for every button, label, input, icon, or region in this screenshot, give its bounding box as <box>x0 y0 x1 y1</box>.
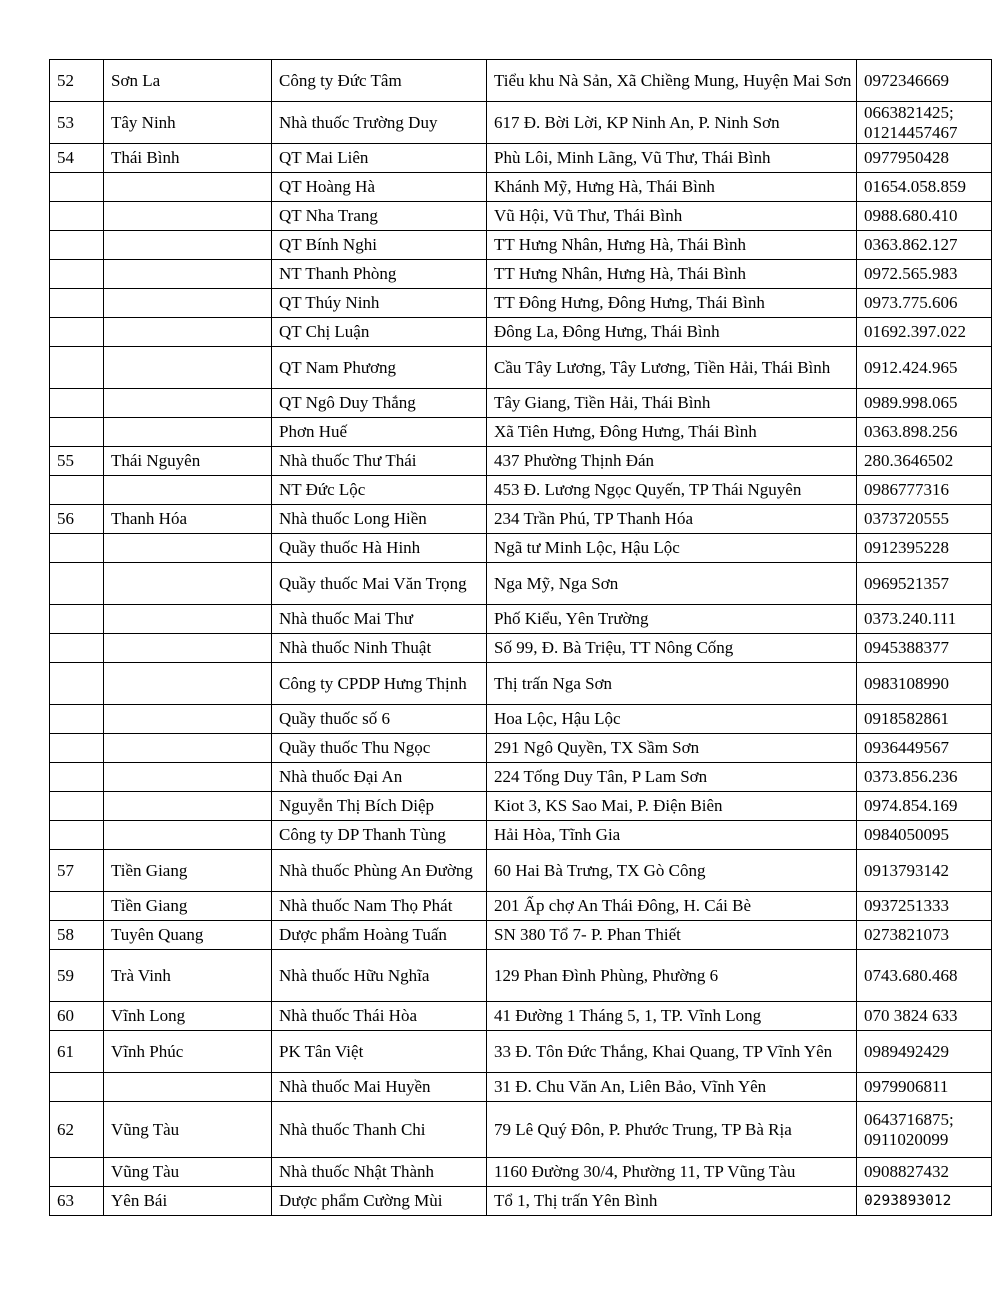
province-cell: Thái Nguyên <box>104 447 272 476</box>
pharmacy-name-cell: Nhà thuốc Nam Thọ Phát <box>272 892 487 921</box>
province-cell <box>104 231 272 260</box>
phone-cell: 0663821425; 01214457467 <box>857 102 992 144</box>
phone-cell: 0986777316 <box>857 476 992 505</box>
table-row <box>50 950 992 1002</box>
row-number-cell: 54 <box>50 144 104 173</box>
table-row <box>50 921 992 950</box>
address-cell: 31 Đ. Chu Văn An, Liên Bảo, Vĩnh Yên <box>487 1073 857 1102</box>
address-cell: Khánh Mỹ, Hưng Hà, Thái Bình <box>487 173 857 202</box>
phone-cell: 0984050095 <box>857 821 992 850</box>
address-cell: 33 Đ. Tôn Đức Thắng, Khai Quang, TP Vĩnh Yên <box>487 1031 857 1073</box>
row-number-cell <box>50 173 104 202</box>
pharmacy-name-cell: Dược phẩm Cường Mùi <box>272 1187 487 1216</box>
table-row <box>50 821 992 850</box>
province-cell: Yên Bái <box>104 1187 272 1216</box>
address-cell: TT Đông Hưng, Đông Hưng, Thái Bình <box>487 289 857 318</box>
phone-cell: 0937251333 <box>857 892 992 921</box>
province-cell: Thái Bình <box>104 144 272 173</box>
phone-cell: 01654.058.859 <box>857 173 992 202</box>
province-cell <box>104 705 272 734</box>
address-cell: Hải Hòa, Tĩnh Gia <box>487 821 857 850</box>
province-cell <box>104 476 272 505</box>
address-cell: 41 Đường 1 Tháng 5, 1, TP. Vĩnh Long <box>487 1002 857 1031</box>
row-number-cell: 58 <box>50 921 104 950</box>
phone-cell: 0983108990 <box>857 663 992 705</box>
phone-cell: 0912395228 <box>857 534 992 563</box>
phone-cell: 0972346669 <box>857 60 992 102</box>
row-number-cell: 53 <box>50 102 104 144</box>
address-cell: 617 Đ. Bời Lời, KP Ninh An, P. Ninh Sơn <box>487 102 857 144</box>
row-number-cell <box>50 1158 104 1187</box>
phone-cell: 0972.565.983 <box>857 260 992 289</box>
pharmacy-name-cell: Nhà thuốc Thư Thái <box>272 447 487 476</box>
pharmacy-name-cell: QT Nha Trang <box>272 202 487 231</box>
table-row <box>50 347 992 389</box>
row-number-cell: 55 <box>50 447 104 476</box>
table-row <box>50 418 992 447</box>
table-row <box>50 734 992 763</box>
row-number-cell <box>50 792 104 821</box>
province-cell <box>104 173 272 202</box>
pharmacy-name-cell: Nhà thuốc Mai Thư <box>272 605 487 634</box>
province-cell <box>104 734 272 763</box>
province-cell <box>104 318 272 347</box>
phone-cell: 0989.998.065 <box>857 389 992 418</box>
pharmacy-name-cell: Dược phẩm Hoàng Tuấn <box>272 921 487 950</box>
province-cell: Sơn La <box>104 60 272 102</box>
row-number-cell <box>50 763 104 792</box>
phone-cell: 0643716875; 0911020099 <box>857 1102 992 1158</box>
address-cell: Xã Tiên Hưng, Đông Hưng, Thái Bình <box>487 418 857 447</box>
province-cell: Tây Ninh <box>104 102 272 144</box>
row-number-cell <box>50 289 104 318</box>
province-cell <box>104 605 272 634</box>
table-row <box>50 476 992 505</box>
table-row <box>50 202 992 231</box>
province-cell <box>104 202 272 231</box>
address-cell: 79 Lê Quý Đôn, P. Phước Trung, TP Bà Rịa <box>487 1102 857 1158</box>
address-cell: 201 Ấp chợ An Thái Đông, H. Cái Bè <box>487 892 857 921</box>
row-number-cell: 57 <box>50 850 104 892</box>
pharmacy-name-cell: NT Thanh Phòng <box>272 260 487 289</box>
row-number-cell: 52 <box>50 60 104 102</box>
row-number-cell <box>50 605 104 634</box>
pharmacy-name-cell: Nhà thuốc Hữu Nghĩa <box>272 950 487 1002</box>
table-row <box>50 389 992 418</box>
phone-cell: 070 3824 633 <box>857 1002 992 1031</box>
province-cell <box>104 563 272 605</box>
table-row <box>50 534 992 563</box>
row-number-cell <box>50 476 104 505</box>
phone-cell: 0969521357 <box>857 563 992 605</box>
table-row <box>50 605 992 634</box>
pharmacy-name-cell: Nguyễn Thị Bích Diệp <box>272 792 487 821</box>
province-cell <box>104 347 272 389</box>
province-cell <box>104 289 272 318</box>
phone-cell: 0988.680.410 <box>857 202 992 231</box>
province-cell <box>104 534 272 563</box>
pharmacy-name-cell: Quầy thuốc Thu Ngọc <box>272 734 487 763</box>
province-cell: Tiền Giang <box>104 892 272 921</box>
address-cell: 437 Phường Thịnh Đán <box>487 447 857 476</box>
table-row <box>50 1102 992 1158</box>
row-number-cell <box>50 821 104 850</box>
pharmacy-name-cell: Nhà thuốc Phùng An Đường <box>272 850 487 892</box>
phone-cell: 0913793142 <box>857 850 992 892</box>
row-number-cell <box>50 318 104 347</box>
province-cell: Trà Vinh <box>104 950 272 1002</box>
province-cell: Tuyên Quang <box>104 921 272 950</box>
row-number-cell: 60 <box>50 1002 104 1031</box>
row-number-cell <box>50 202 104 231</box>
table-body <box>50 60 992 1216</box>
pharmacy-name-cell: Công ty Đức Tâm <box>272 60 487 102</box>
address-cell: Kiot 3, KS Sao Mai, P. Điện Biên <box>487 792 857 821</box>
table-row <box>50 763 992 792</box>
address-cell: 129 Phan Đình Phùng, Phường 6 <box>487 950 857 1002</box>
phone-cell: 0373.856.236 <box>857 763 992 792</box>
address-cell: Phù Lôi, Minh Lãng, Vũ Thư, Thái Bình <box>487 144 857 173</box>
province-cell: Vũng Tàu <box>104 1158 272 1187</box>
pharmacy-name-cell: QT Hoàng Hà <box>272 173 487 202</box>
pharmacy-name-cell: QT Chị Luận <box>272 318 487 347</box>
address-cell: Nga Mỹ, Nga Sơn <box>487 563 857 605</box>
address-cell: 234 Trần Phú, TP Thanh Hóa <box>487 505 857 534</box>
address-cell: Đông La, Đông Hưng, Thái Bình <box>487 318 857 347</box>
row-number-cell <box>50 418 104 447</box>
pharmacy-name-cell: QT Nam Phương <box>272 347 487 389</box>
pharmacy-name-cell: Nhà thuốc Long Hiền <box>272 505 487 534</box>
table-row <box>50 1002 992 1031</box>
row-number-cell: 56 <box>50 505 104 534</box>
pharmacy-name-cell: NT Đức Lộc <box>272 476 487 505</box>
table-row <box>50 60 992 102</box>
row-number-cell <box>50 634 104 663</box>
phone-cell: 01692.397.022 <box>857 318 992 347</box>
province-cell <box>104 1073 272 1102</box>
province-cell <box>104 792 272 821</box>
pharmacy-name-cell: QT Mai Liên <box>272 144 487 173</box>
pharmacy-name-cell: Quầy thuốc Mai Văn Trọng <box>272 563 487 605</box>
row-number-cell <box>50 389 104 418</box>
row-number-cell <box>50 1073 104 1102</box>
province-cell <box>104 763 272 792</box>
address-cell: Tây Giang, Tiền Hải, Thái Bình <box>487 389 857 418</box>
table-row <box>50 1073 992 1102</box>
address-cell: Vũ Hội, Vũ Thư, Thái Bình <box>487 202 857 231</box>
table-row <box>50 144 992 173</box>
table-row <box>50 1031 992 1073</box>
pharmacy-name-cell: Công ty CPDP Hưng Thịnh <box>272 663 487 705</box>
province-cell <box>104 260 272 289</box>
table-row <box>50 792 992 821</box>
address-cell: Cầu Tây Lương, Tây Lương, Tiền Hải, Thái Bình <box>487 347 857 389</box>
phone-cell: 0293893012 <box>857 1187 992 1216</box>
pharmacy-name-cell: Nhà thuốc Mai Huyền <box>272 1073 487 1102</box>
table-row <box>50 892 992 921</box>
address-cell: 1160 Đường 30/4, Phường 11, TP Vũng Tàu <box>487 1158 857 1187</box>
table-row <box>50 447 992 476</box>
phone-cell: 0743.680.468 <box>857 950 992 1002</box>
row-number-cell <box>50 534 104 563</box>
row-number-cell <box>50 892 104 921</box>
row-number-cell <box>50 663 104 705</box>
phone-cell: 0363.898.256 <box>857 418 992 447</box>
address-cell: SN 380 Tổ 7- P. Phan Thiết <box>487 921 857 950</box>
address-cell: TT Hưng Nhân, Hưng Hà, Thái Bình <box>487 260 857 289</box>
row-number-cell: 63 <box>50 1187 104 1216</box>
table-row <box>50 102 992 144</box>
row-number-cell <box>50 231 104 260</box>
pharmacy-name-cell: Nhà thuốc Trường Duy <box>272 102 487 144</box>
pharmacy-name-cell: PK Tân Việt <box>272 1031 487 1073</box>
table-row <box>50 318 992 347</box>
table-row <box>50 1158 992 1187</box>
phone-cell: 0936449567 <box>857 734 992 763</box>
phone-cell: 0973.775.606 <box>857 289 992 318</box>
address-cell: Thị trấn Nga Sơn <box>487 663 857 705</box>
phone-cell: 0945388377 <box>857 634 992 663</box>
province-cell: Vĩnh Phúc <box>104 1031 272 1073</box>
pharmacy-name-cell: Quầy thuốc số 6 <box>272 705 487 734</box>
pharmacy-name-cell: Nhà thuốc Thanh Chi <box>272 1102 487 1158</box>
table-row <box>50 1187 992 1216</box>
row-number-cell: 59 <box>50 950 104 1002</box>
phone-cell: 0918582861 <box>857 705 992 734</box>
row-number-cell <box>50 347 104 389</box>
phone-cell: 0979906811 <box>857 1073 992 1102</box>
pharmacy-name-cell: Nhà thuốc Nhật Thành <box>272 1158 487 1187</box>
row-number-cell: 62 <box>50 1102 104 1158</box>
address-cell: Tổ 1, Thị trấn Yên Bình <box>487 1187 857 1216</box>
address-cell: Ngã tư Minh Lộc, Hậu Lộc <box>487 534 857 563</box>
province-cell: Thanh Hóa <box>104 505 272 534</box>
address-cell: 453 Đ. Lương Ngọc Quyến, TP Thái Nguyên <box>487 476 857 505</box>
phone-cell: 0977950428 <box>857 144 992 173</box>
province-cell: Tiền Giang <box>104 850 272 892</box>
province-cell <box>104 663 272 705</box>
table-row <box>50 505 992 534</box>
pharmacy-name-cell: QT Thúy Ninh <box>272 289 487 318</box>
table-row <box>50 173 992 202</box>
table-row <box>50 231 992 260</box>
pharmacy-table <box>49 59 992 1216</box>
province-cell <box>104 418 272 447</box>
address-cell: TT Hưng Nhân, Hưng Hà, Thái Bình <box>487 231 857 260</box>
row-number-cell: 61 <box>50 1031 104 1073</box>
table-row <box>50 663 992 705</box>
province-cell <box>104 634 272 663</box>
row-number-cell <box>50 563 104 605</box>
province-cell: Vĩnh Long <box>104 1002 272 1031</box>
phone-cell: 0912.424.965 <box>857 347 992 389</box>
table-row <box>50 260 992 289</box>
pharmacy-name-cell: QT Bính Nghi <box>272 231 487 260</box>
pharmacy-name-cell: Quầy thuốc Hà Hinh <box>272 534 487 563</box>
row-number-cell <box>50 260 104 289</box>
address-cell: 291 Ngô Quyền, TX Sầm Sơn <box>487 734 857 763</box>
table-row <box>50 289 992 318</box>
phone-cell: 0373.240.111 <box>857 605 992 634</box>
address-cell: Phố Kiểu, Yên Trường <box>487 605 857 634</box>
pharmacy-name-cell: Nhà thuốc Ninh Thuật <box>272 634 487 663</box>
pharmacy-name-cell: Công ty DP Thanh Tùng <box>272 821 487 850</box>
pharmacy-name-cell: Nhà thuốc Đại An <box>272 763 487 792</box>
province-cell <box>104 821 272 850</box>
phone-cell: 0989492429 <box>857 1031 992 1073</box>
row-number-cell <box>50 705 104 734</box>
address-cell: 224 Tống Duy Tân, P Lam Sơn <box>487 763 857 792</box>
pharmacy-name-cell: QT Ngô Duy Thắng <box>272 389 487 418</box>
phone-cell: 0273821073 <box>857 921 992 950</box>
address-cell: Số 99, Đ. Bà Triệu, TT Nông Cống <box>487 634 857 663</box>
table-row <box>50 563 992 605</box>
phone-cell: 0908827432 <box>857 1158 992 1187</box>
address-cell: Hoa Lộc, Hậu Lộc <box>487 705 857 734</box>
phone-cell: 280.3646502 <box>857 447 992 476</box>
province-cell: Vũng Tàu <box>104 1102 272 1158</box>
province-cell <box>104 389 272 418</box>
pharmacy-name-cell: Phơn Huế <box>272 418 487 447</box>
table-row <box>50 634 992 663</box>
row-number-cell <box>50 734 104 763</box>
phone-cell: 0974.854.169 <box>857 792 992 821</box>
table-row <box>50 705 992 734</box>
table-row <box>50 850 992 892</box>
phone-cell: 0363.862.127 <box>857 231 992 260</box>
pharmacy-name-cell: Nhà thuốc Thái Hòa <box>272 1002 487 1031</box>
address-cell: 60 Hai Bà Trưng, TX Gò Công <box>487 850 857 892</box>
address-cell: Tiểu khu Nà Sản, Xã Chiềng Mung, Huyện Mai Sơn <box>487 60 857 102</box>
phone-cell: 0373720555 <box>857 505 992 534</box>
